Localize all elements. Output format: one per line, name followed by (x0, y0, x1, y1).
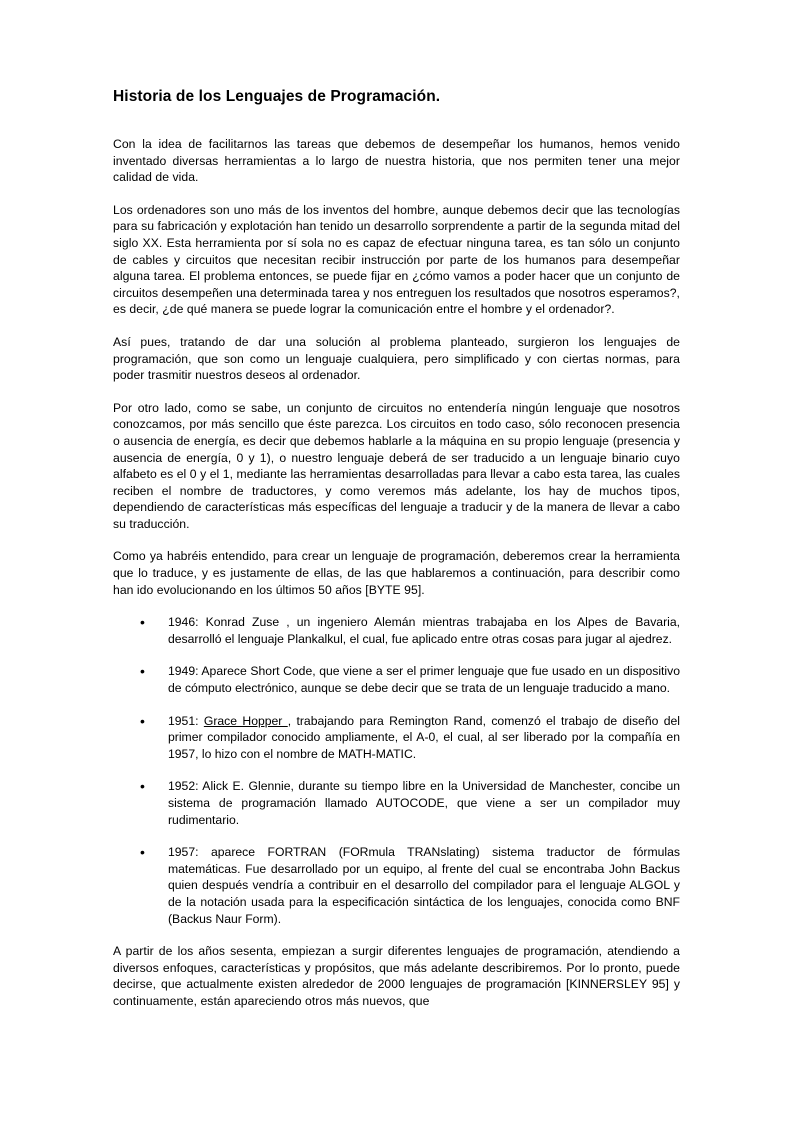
list-item-text: 1957: aparece FORTRAN (FORmula TRANslating) sistema traductor de fórmulas matemáticas. Fue desarrollado por un equipo, al frente del cual se encontraba John Backus quien después vendría a contribuir en el desarrollo del compilador para el lenguaje ALGOL y de la notación usada para la especificación sintáctica de los lenguajes, conocida como BNF (Backus Naur Form). (168, 845, 680, 926)
list-item (113, 778, 680, 828)
list-item-link-grace-hopper[interactable]: Grace Hopper (203, 713, 288, 728)
bullet-icon: • (140, 844, 145, 861)
list-item-text-suffix: , trabajando para Remington Rand, comenzó el trabajo de diseño del primer compilador conocido ampliamente, el A-0, el cual, al ser liberado por la compañía en 1957, lo hizo con el nombre de MATH-MATIC. (168, 713, 681, 761)
list-item (113, 713, 680, 763)
bullet-icon: • (140, 614, 145, 631)
list-item-text-prefix: 1951: (168, 713, 204, 728)
paragraph-evolution-intro: Como ya habréis entendido, para crear un lenguaje de programación, deberemos crear la herramienta que lo traduce, y es justamente de ellas, de las que hablaremos a continuación, para describir como han ido evolucionando en los últimos 50 años [BYTE 95]. (113, 549, 680, 597)
list-item-text: 1952: Alick E. Glennie, durante su tiempo libre en la Universidad de Manchester, concibe un sistema de programación llamado AUTOCODE, que viene a ser un compilador muy rudimentario. (168, 779, 680, 827)
page-title: Historia de los Lenguajes de Programación. (113, 88, 441, 105)
bullet-icon: • (140, 712, 145, 729)
paragraph-binary: Por otro lado, como se sabe, un conjunto de circuitos no entendería ningún lenguaje que nosotros conozcamos, por más sencillo que éste parezca. Los circuitos en todo caso, sólo reconocen presencia o ausencia de energía, es decir que debemos hablarle a la máquina en su propio lenguaje (presencia y ausencia de energía, 0 y 1), o nuestro lenguaje deberá de ser traducido a un lenguaje binario cuyo alfabeto es el 0 y el 1, mediante las herramientas desarrolladas para llevar a cabo esta tarea, las cuales reciben el nombre de traductores, y como veremos más adelante, los hay de muchos tipos, dependiendo de características más específicas del lenguaje a traducir y de la manera de llevar a cabo su traducción. (113, 400, 680, 531)
timeline-list (113, 614, 680, 927)
paragraph-closing: A partir de los años sesenta, empiezan a surgir diferentes lenguajes de programación, atendiendo a diversos enfoques, características y propósitos, que más adelante describiremos. Por lo pronto, puede decirse, que actualmente existen alrededor de 2000 lenguajes de programación [KINNERSLEY 95] y continuamente, están apareciendo otros más nuevos, que (113, 944, 680, 1008)
list-item (113, 614, 680, 647)
list-item (113, 663, 680, 696)
list-item (113, 844, 680, 927)
bullet-icon: • (140, 778, 145, 795)
paragraph-languages-origin: Así pues, tratando de dar una solución al problema planteado, surgieron los lenguajes de programación, que son como un lenguaje cualquiera, pero simplificado y con ciertas normas, para poder trasmitir nuestros deseos al ordenador. (113, 334, 680, 383)
paragraph-intro: Con la idea de facilitarnos las tareas que debemos de desempeñar los humanos, hemos venido inventado diversas herramientas a lo largo de nuestra historia, que nos permiten tener una mejor calidad de vida. (113, 137, 680, 185)
list-item-text: 1949: Aparece Short Code, que viene a ser el primer lenguaje que fue usado en un dispositivo de cómputo electrónico, aunque se debe decir que se trata de un lenguaje traducido a mano. (168, 664, 680, 696)
paragraph-computers: Los ordenadores son uno más de los inventos del hombre, aunque debemos decir que las tecnologías para su fabricación y explotación han tenido un desarrollo sorprendente a partir de la segunda mitad del siglo XX. Esta herramienta por sí sola no es capaz de efectuar ninguna tarea, es tan sólo un conjunto de cables y circuitos que necesitan recibir instrucción por parte de los humanos para desempeñar alguna tarea. El problema entonces, se puede fijar en ¿cómo vamos a poder hacer que un conjunto de circuitos desempeñen una determinada tarea y nos entreguen los resultados que nosotros esperamos?, es decir, ¿de qué manera se puede lograr la comunicación entre el hombre y el ordenador?. (113, 202, 680, 317)
bullet-icon: • (140, 663, 145, 680)
list-item-text: 1946: Konrad Zuse , un ingeniero Alemán mientras trabajaba en los Alpes de Bavaria, desarrolló el lenguaje Plankalkul, el cual, fue aplicado entre otras cosas para jugar al ajedrez. (168, 615, 680, 646)
